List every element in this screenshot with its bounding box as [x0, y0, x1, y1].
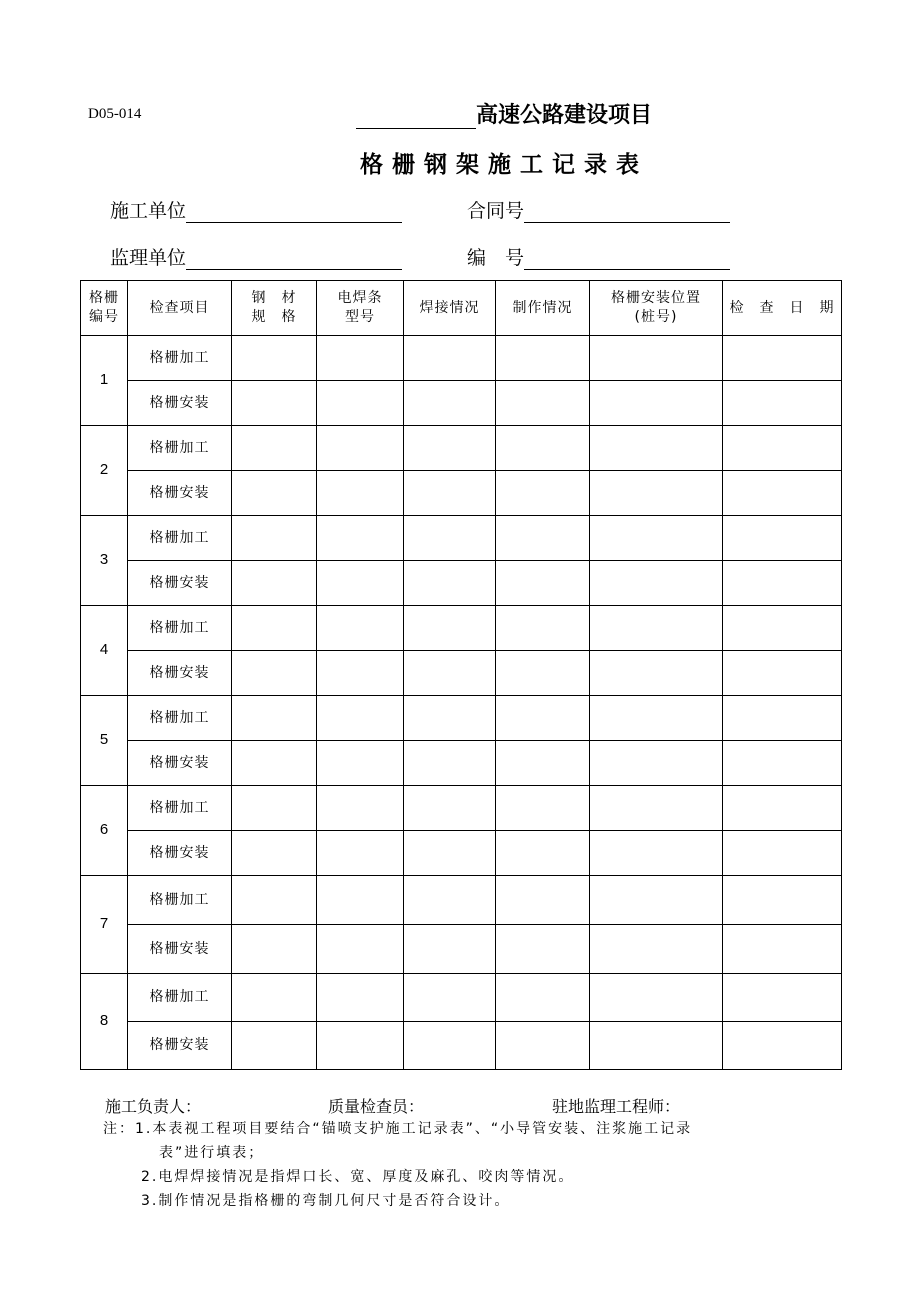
entry-cell[interactable] [317, 516, 404, 561]
entry-cell[interactable] [232, 831, 317, 876]
table-row [81, 336, 842, 381]
entry-cell[interactable] [317, 1022, 404, 1070]
table-row [81, 876, 842, 925]
entry-cell[interactable] [590, 974, 723, 1022]
entry-cell[interactable] [317, 831, 404, 876]
entry-cell[interactable] [723, 606, 842, 651]
entry-cell[interactable] [232, 651, 317, 696]
entry-cell[interactable] [496, 974, 590, 1022]
check-item-cell: 格栅安装 [128, 471, 232, 516]
grid-number-cell: 3 [81, 516, 128, 606]
entry-cell[interactable] [232, 786, 317, 831]
entry-cell[interactable] [232, 426, 317, 471]
note-line: 2.电焊焊接情况是指焊口长、宽、厚度及麻孔、咬肉等情况。 [141, 1169, 575, 1185]
header-grid-no: 格栅 编号 [81, 281, 128, 336]
entry-cell[interactable] [723, 426, 842, 471]
table-row [81, 471, 842, 516]
contract-no-field [467, 196, 730, 223]
supervision-unit-field [110, 243, 402, 270]
construction-lead-label: 施工负责人： [105, 1097, 202, 1116]
project-name-blank[interactable] [356, 106, 476, 129]
number-label: 编 号 [467, 247, 525, 269]
check-item-cell: 格栅加工 [128, 426, 232, 471]
entry-cell[interactable] [723, 696, 842, 741]
entry-cell[interactable] [590, 925, 723, 974]
entry-cell[interactable] [317, 696, 404, 741]
entry-cell[interactable] [723, 561, 842, 606]
entry-cell[interactable] [496, 336, 590, 381]
entry-cell[interactable] [232, 471, 317, 516]
entry-cell[interactable] [723, 516, 842, 561]
header-welding: 焊接情况 [404, 281, 496, 336]
entry-cell[interactable] [496, 925, 590, 974]
contract-no-label: 合同号 [467, 200, 525, 222]
table-row [81, 1022, 842, 1070]
construction-unit-field [110, 196, 402, 223]
entry-cell[interactable] [404, 925, 496, 974]
entry-cell[interactable] [232, 336, 317, 381]
document-code: D05-014 [88, 106, 142, 122]
check-item-cell: 格栅加工 [128, 786, 232, 831]
record-table [80, 280, 842, 1070]
entry-cell[interactable] [590, 786, 723, 831]
entry-cell[interactable] [317, 741, 404, 786]
table-row [81, 381, 842, 426]
check-item-cell: 格栅加工 [128, 336, 232, 381]
entry-cell[interactable] [404, 651, 496, 696]
table-header-row [81, 281, 842, 336]
entry-cell[interactable] [404, 831, 496, 876]
entry-cell[interactable] [723, 1022, 842, 1070]
header-check-item: 检查项目 [128, 281, 232, 336]
entry-cell[interactable] [590, 516, 723, 561]
entry-cell[interactable] [317, 426, 404, 471]
entry-cell[interactable] [317, 786, 404, 831]
table-row [81, 651, 842, 696]
entry-cell[interactable] [404, 516, 496, 561]
table-row [81, 831, 842, 876]
check-item-cell: 格栅加工 [128, 516, 232, 561]
quality-inspector-label: 质量检查员： [328, 1097, 425, 1116]
table-row [81, 696, 842, 741]
entry-cell[interactable] [232, 381, 317, 426]
note-line: 表”进行填表； [159, 1145, 265, 1161]
entry-cell[interactable] [723, 471, 842, 516]
entry-cell[interactable] [723, 876, 842, 925]
entry-cell[interactable] [723, 651, 842, 696]
entry-cell[interactable] [317, 381, 404, 426]
entry-cell[interactable] [496, 831, 590, 876]
entry-cell[interactable] [590, 381, 723, 426]
header-electrode-type: 电焊条 型号 [317, 281, 404, 336]
construction-unit-label: 施工单位 [110, 200, 187, 222]
entry-cell[interactable] [496, 426, 590, 471]
supervision-unit-blank[interactable] [186, 249, 402, 270]
entry-cell[interactable] [496, 651, 590, 696]
entry-cell[interactable] [590, 336, 723, 381]
table-row [81, 786, 842, 831]
entry-cell[interactable] [496, 741, 590, 786]
entry-cell[interactable] [496, 696, 590, 741]
entry-cell[interactable] [590, 1022, 723, 1070]
entry-cell[interactable] [404, 336, 496, 381]
check-item-cell: 格栅安装 [128, 1022, 232, 1070]
entry-cell[interactable] [404, 426, 496, 471]
entry-cell[interactable] [404, 741, 496, 786]
entry-cell[interactable] [723, 831, 842, 876]
entry-cell[interactable] [404, 381, 496, 426]
entry-cell[interactable] [232, 925, 317, 974]
entry-cell[interactable] [317, 606, 404, 651]
number-field [467, 243, 730, 270]
check-item-cell: 格栅加工 [128, 974, 232, 1022]
entry-cell[interactable] [232, 1022, 317, 1070]
project-suffix: 高速公路建设项目 [476, 103, 653, 128]
table-row [81, 426, 842, 471]
check-item-cell: 格栅安装 [128, 741, 232, 786]
entry-cell[interactable] [404, 561, 496, 606]
check-item-cell: 格栅安装 [128, 381, 232, 426]
header-fabrication: 制作情况 [496, 281, 590, 336]
table-row [81, 974, 842, 1022]
entry-cell[interactable] [496, 516, 590, 561]
entry-cell[interactable] [723, 741, 842, 786]
entry-cell[interactable] [723, 381, 842, 426]
grid-number-cell: 6 [81, 786, 128, 876]
entry-cell[interactable] [590, 561, 723, 606]
entry-cell[interactable] [404, 1022, 496, 1070]
entry-cell[interactable] [723, 786, 842, 831]
note-line: 注：1.本表视工程项目要结合“锚喷支护施工记录表”、“小导管安装、注浆施工记录 [103, 1121, 693, 1137]
note-line: 3.制作情况是指格栅的弯制几何尺寸是否符合设计。 [141, 1193, 511, 1209]
entry-cell[interactable] [590, 831, 723, 876]
entry-cell[interactable] [317, 876, 404, 925]
entry-cell[interactable] [590, 606, 723, 651]
number-blank[interactable] [524, 249, 730, 270]
entry-cell[interactable] [317, 561, 404, 606]
entry-cell[interactable] [496, 471, 590, 516]
header-install-position: 格栅安装位置 (桩号) [590, 281, 723, 336]
header-steel-spec: 钢 材 规 格 [232, 281, 317, 336]
entry-cell[interactable] [723, 336, 842, 381]
entry-cell[interactable] [590, 696, 723, 741]
grid-number-cell: 1 [81, 336, 128, 426]
grid-number-cell: 2 [81, 426, 128, 516]
entry-cell[interactable] [404, 876, 496, 925]
form-title: 格栅钢架施工记录表 [360, 152, 648, 178]
grid-number-cell: 5 [81, 696, 128, 786]
table-row [81, 516, 842, 561]
entry-cell[interactable] [232, 606, 317, 651]
supervision-unit-label: 监理单位 [110, 247, 187, 269]
entry-cell[interactable] [232, 561, 317, 606]
header-check-date: 检 查 日 期 [723, 281, 842, 336]
table-row [81, 606, 842, 651]
entry-cell[interactable] [232, 696, 317, 741]
grid-number-cell: 8 [81, 974, 128, 1070]
table-row [81, 925, 842, 974]
entry-cell[interactable] [317, 925, 404, 974]
entry-cell[interactable] [496, 786, 590, 831]
entry-cell[interactable] [590, 471, 723, 516]
entry-cell[interactable] [496, 876, 590, 925]
entry-cell[interactable] [723, 974, 842, 1022]
entry-cell[interactable] [232, 974, 317, 1022]
entry-cell[interactable] [317, 651, 404, 696]
entry-cell[interactable] [404, 471, 496, 516]
entry-cell[interactable] [404, 696, 496, 741]
construction-unit-blank[interactable] [186, 202, 402, 223]
check-item-cell: 格栅安装 [128, 651, 232, 696]
entry-cell[interactable] [496, 1022, 590, 1070]
entry-cell[interactable] [590, 426, 723, 471]
project-heading [356, 98, 652, 129]
contract-no-blank[interactable] [524, 202, 730, 223]
entry-cell[interactable] [317, 974, 404, 1022]
table-row [81, 741, 842, 786]
entry-cell[interactable] [404, 606, 496, 651]
notes [103, 1117, 692, 1213]
entry-cell[interactable] [496, 606, 590, 651]
grid-number-cell: 4 [81, 606, 128, 696]
entry-cell[interactable] [590, 876, 723, 925]
check-item-cell: 格栅安装 [128, 925, 232, 974]
entry-cell[interactable] [496, 561, 590, 606]
entry-cell[interactable] [232, 516, 317, 561]
entry-cell[interactable] [232, 876, 317, 925]
entry-cell[interactable] [317, 336, 404, 381]
entry-cell[interactable] [404, 974, 496, 1022]
entry-cell[interactable] [317, 471, 404, 516]
entry-cell[interactable] [723, 925, 842, 974]
entry-cell[interactable] [590, 651, 723, 696]
entry-cell[interactable] [232, 741, 317, 786]
resident-engineer-label: 驻地监理工程师： [552, 1097, 681, 1116]
entry-cell[interactable] [404, 786, 496, 831]
check-item-cell: 格栅加工 [128, 876, 232, 925]
check-item-cell: 格栅安装 [128, 561, 232, 606]
entry-cell[interactable] [590, 741, 723, 786]
check-item-cell: 格栅加工 [128, 696, 232, 741]
table-row [81, 561, 842, 606]
entry-cell[interactable] [496, 381, 590, 426]
grid-number-cell: 7 [81, 876, 128, 974]
check-item-cell: 格栅安装 [128, 831, 232, 876]
check-item-cell: 格栅加工 [128, 606, 232, 651]
